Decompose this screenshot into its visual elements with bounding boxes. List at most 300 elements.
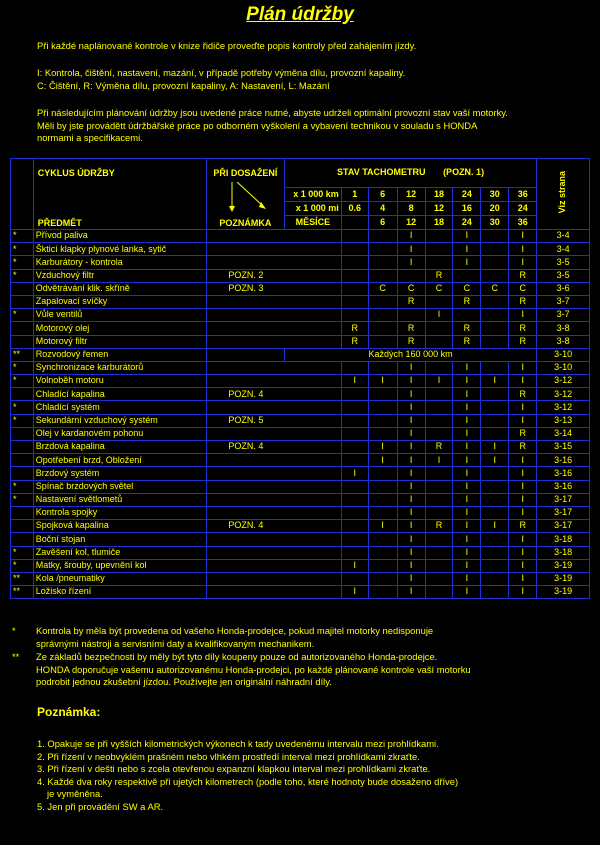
row-interval-cell <box>368 243 397 256</box>
row-interval-cell: I <box>453 388 481 401</box>
row-interval-cell <box>368 414 397 427</box>
row-page: 3-17 <box>537 506 590 519</box>
row-interval-cell <box>425 256 453 269</box>
row-interval-cell: I <box>481 441 509 454</box>
row-interval-cell: R <box>397 295 425 308</box>
row-note <box>207 506 285 519</box>
row-interval-cell <box>341 520 368 533</box>
row-page: 3-15 <box>537 441 590 454</box>
row-item: Přívod paliva <box>33 230 207 243</box>
row-interval-cell <box>481 467 509 480</box>
row-interval-cell: I <box>453 520 481 533</box>
table-row <box>11 546 590 559</box>
table-row <box>11 230 590 243</box>
row-note <box>207 322 285 335</box>
row-interval-cell <box>425 467 453 480</box>
row-page: 3-6 <box>537 282 590 295</box>
row-interval-cell: I <box>509 454 537 467</box>
row-page: 3-8 <box>537 335 590 348</box>
row-interval-cell <box>425 361 453 374</box>
row-interval-cell: I <box>397 401 425 414</box>
row-page: 3-12 <box>537 388 590 401</box>
table-row <box>11 361 590 374</box>
row-interval-cell <box>453 269 481 282</box>
table-row <box>11 493 590 506</box>
row-interval-cell: I <box>397 533 425 546</box>
row-interval-cell <box>368 322 397 335</box>
row-item: Boční stojan <box>33 533 207 546</box>
row-interval-cell: I <box>453 230 481 243</box>
row-spacer <box>284 586 341 599</box>
row-interval-cell <box>341 480 368 493</box>
row-note <box>207 546 285 559</box>
row-interval-cell: I <box>453 375 481 388</box>
row-note: POZN. 4 <box>207 388 285 401</box>
row-interval-cell: I <box>509 493 537 506</box>
header-mi-label: x 1 000 mi <box>284 201 341 215</box>
row-item: Nastavení světlometů <box>33 493 207 506</box>
row-interval-cell: I <box>509 243 537 256</box>
row-page: 3-16 <box>537 480 590 493</box>
row-interval-cell <box>453 309 481 322</box>
row-page: 3-17 <box>537 520 590 533</box>
row-mark <box>11 441 34 454</box>
row-interval-cell: I <box>453 243 481 256</box>
note-item: je vyměněna. <box>47 788 103 799</box>
arrow-icon <box>227 180 277 214</box>
row-interval-cell <box>368 559 397 572</box>
table-row <box>11 506 590 519</box>
footnote-double-star: ** Ze základů bezpečnosti by měly být tyto díly koupeny pouze od autorizovaného Honda-prodejce. HONDA doporučuje vašemu autorizovanému Honda-prodejci, po každé plánované kontrole vaší motorku podrobit jednou zkušební jízdou. Používejte jen originální náhradní díly. <box>12 651 471 687</box>
row-note <box>207 309 285 322</box>
row-interval-cell: R <box>341 322 368 335</box>
row-spacer <box>284 520 341 533</box>
row-interval-cell <box>368 388 397 401</box>
row-interval-cell <box>481 388 509 401</box>
row-page: 3-19 <box>537 586 590 599</box>
row-interval-cell <box>425 493 453 506</box>
row-interval-cell <box>368 506 397 519</box>
row-interval-cell: I <box>453 414 481 427</box>
row-note <box>207 335 285 348</box>
row-interval-cell <box>481 361 509 374</box>
row-interval-cell: I <box>397 467 425 480</box>
row-interval-cell <box>425 506 453 519</box>
table-row <box>11 441 590 454</box>
row-note <box>207 572 285 585</box>
maintenance-table <box>10 158 590 599</box>
row-interval-cell: I <box>425 309 453 322</box>
notes-list <box>37 738 458 813</box>
row-interval-cell <box>481 427 509 440</box>
row-mark <box>11 322 34 335</box>
row-interval-cell <box>368 427 397 440</box>
row-note <box>207 586 285 599</box>
row-note: POZN. 4 <box>207 441 285 454</box>
table-row <box>11 454 590 467</box>
row-interval-cell <box>341 243 368 256</box>
row-spacer <box>284 269 341 282</box>
row-interval-cell <box>425 335 453 348</box>
row-interval-cell: C <box>453 282 481 295</box>
row-page: 3-5 <box>537 256 590 269</box>
row-note <box>207 230 285 243</box>
row-spacer <box>284 454 341 467</box>
row-interval-cell: I <box>509 480 537 493</box>
row-interval-cell: R <box>509 269 537 282</box>
row-interval-cell: C <box>481 282 509 295</box>
row-interval-cell: I <box>509 546 537 559</box>
row-mark: * <box>11 243 34 256</box>
row-interval-cell: I <box>397 230 425 243</box>
row-interval-cell <box>481 269 509 282</box>
row-note <box>207 401 285 414</box>
row-interval-cell: I <box>453 454 481 467</box>
row-interval-cell <box>425 414 453 427</box>
row-interval-cell: I <box>453 427 481 440</box>
row-interval-cell <box>341 546 368 559</box>
row-spacer <box>284 295 341 308</box>
row-interval-cell: I <box>341 559 368 572</box>
row-interval-cell: I <box>341 467 368 480</box>
row-interval-cell <box>481 506 509 519</box>
row-item: Spínač brzdových světel <box>33 480 207 493</box>
row-interval-cell <box>341 269 368 282</box>
row-interval-cell <box>481 586 509 599</box>
table-row <box>11 480 590 493</box>
header-reach: PŘI DOSAŽENÍ <box>213 168 278 178</box>
row-interval-cell <box>425 295 453 308</box>
row-interval-cell: I <box>453 361 481 374</box>
row-spacer <box>284 546 341 559</box>
note-item: 2. Při řízení v neobvyklém prašném nebo vlhkém prostředí interval mezi prohlídkami zkraťte. <box>37 750 420 762</box>
row-interval-cell: I <box>368 375 397 388</box>
table-row <box>11 269 590 282</box>
row-interval-cell <box>368 493 397 506</box>
row-mark <box>11 506 34 519</box>
row-interval-cell: I <box>453 441 481 454</box>
table-row <box>11 348 590 361</box>
row-interval-cell: I <box>509 375 537 388</box>
row-item: Motorový filtr <box>33 335 207 348</box>
row-interval-cell <box>368 480 397 493</box>
row-interval-cell: I <box>425 454 453 467</box>
row-page: 3-19 <box>537 572 590 585</box>
table-row <box>11 401 590 414</box>
row-interval-cell <box>425 243 453 256</box>
row-item: Zavěšení kol, tlumiče <box>33 546 207 559</box>
row-page: 3-7 <box>537 309 590 322</box>
row-interval-cell: R <box>509 520 537 533</box>
row-page: 3-12 <box>537 401 590 414</box>
row-interval-cell: I <box>397 243 425 256</box>
row-interval-cell <box>481 493 509 506</box>
row-interval-cell: R <box>341 335 368 348</box>
table-row <box>11 520 590 533</box>
row-interval-cell <box>341 295 368 308</box>
row-mark <box>11 467 34 480</box>
row-page: 3-19 <box>537 559 590 572</box>
row-mark <box>11 388 34 401</box>
row-interval-cell <box>341 454 368 467</box>
table-row <box>11 586 590 599</box>
table-row <box>11 559 590 572</box>
row-item: Synchronizace karburátorů <box>33 361 207 374</box>
row-spacer <box>284 375 341 388</box>
row-spacer <box>284 388 341 401</box>
header-page: Viz strana <box>557 171 568 214</box>
row-mark: * <box>11 361 34 374</box>
row-mark: * <box>11 256 34 269</box>
row-interval-cell: I <box>509 361 537 374</box>
row-spacer <box>284 361 341 374</box>
row-page: 3-14 <box>537 427 590 440</box>
row-interval-cell <box>368 467 397 480</box>
row-interval-cell <box>425 572 453 585</box>
row-item: Motorový olej <box>33 322 207 335</box>
header-months-label: MĚSÍCE <box>284 215 341 229</box>
row-interval-cell: I <box>509 256 537 269</box>
header-km-label: x 1 000 km <box>284 187 341 201</box>
row-mark <box>11 295 34 308</box>
row-interval-cell <box>368 401 397 414</box>
row-page: 3-10 <box>537 348 590 361</box>
row-interval-cell: I <box>397 441 425 454</box>
row-item: Brzdová kapalina <box>33 441 207 454</box>
row-note <box>207 480 285 493</box>
row-interval-cell <box>368 361 397 374</box>
row-interval-cell: I <box>481 454 509 467</box>
row-item: Olej v kardanovém pohonu <box>33 427 207 440</box>
row-interval-cell <box>397 269 425 282</box>
row-item: Vzduchový filtr <box>33 269 207 282</box>
row-interval-cell: I <box>397 414 425 427</box>
row-mark <box>11 533 34 546</box>
table-row <box>11 414 590 427</box>
row-interval-cell <box>341 388 368 401</box>
table-row <box>11 467 590 480</box>
row-interval-cell: I <box>509 559 537 572</box>
row-interval-cell <box>481 322 509 335</box>
row-interval-cell <box>341 506 368 519</box>
row-interval-cell: I <box>368 520 397 533</box>
row-page: 3-18 <box>537 546 590 559</box>
row-mark: ** <box>11 572 34 585</box>
row-interval-cell: R <box>453 322 481 335</box>
row-page: 3-4 <box>537 230 590 243</box>
header-note: POZNÁMKA <box>219 217 272 228</box>
row-interval-cell: I <box>453 493 481 506</box>
row-interval-cell: I <box>509 572 537 585</box>
table-row <box>11 388 590 401</box>
row-interval-cell <box>368 546 397 559</box>
row-item: Brzdový systém <box>33 467 207 480</box>
row-interval-cell <box>481 335 509 348</box>
intro-line-3c: normami a specifikacemi. <box>37 132 143 143</box>
row-interval-cell <box>481 559 509 572</box>
row-mark: * <box>11 309 34 322</box>
row-interval-cell: I <box>453 256 481 269</box>
row-note <box>207 361 285 374</box>
row-interval-cell <box>341 401 368 414</box>
table-header: CYKLUS ÚDRŽBY PŘEDMĚT PŘI DOSAŽENÍ POZNÁMKA STAV TACHOMETRU (POZN. 1) Viz strana x 1 000 km 1 6 12 18 24 30 36 x 1 000 mi 0.6 4 8 12 16 20 24 MĚSÍCE 6 12 18 24 30 36 <box>11 159 590 230</box>
row-spacer <box>284 493 341 506</box>
row-interval-cell: R <box>425 269 453 282</box>
row-interval-cell <box>341 572 368 585</box>
row-interval-cell <box>481 309 509 322</box>
row-page: 3-17 <box>537 493 590 506</box>
row-spacer <box>284 572 341 585</box>
row-interval-cell <box>368 269 397 282</box>
row-interval-cell: I <box>397 520 425 533</box>
row-item: Vůle ventilů <box>33 309 207 322</box>
row-interval-cell: I <box>397 454 425 467</box>
row-note <box>207 243 285 256</box>
row-interval-cell: I <box>509 309 537 322</box>
legend-line-2: C: Čištění, R: Výměna dílu, provozní kapaliny, A: Nastavení, L: Mazání <box>37 79 330 91</box>
row-interval-cell <box>341 309 368 322</box>
row-spacer <box>284 427 341 440</box>
note-item: 3. Při řízení v dešti nebo s zcela otevřenou expanzní klapkou interval mezi prohlídkami zkraťte. <box>37 763 431 774</box>
row-page: 3-8 <box>537 322 590 335</box>
row-interval-cell: I <box>453 586 481 599</box>
row-interval-cell <box>341 493 368 506</box>
row-interval-cell <box>368 572 397 585</box>
row-interval-cell: I <box>397 586 425 599</box>
row-interval-cell <box>481 533 509 546</box>
row-mark: ** <box>11 586 34 599</box>
row-interval-cell <box>425 480 453 493</box>
row-note <box>207 427 285 440</box>
intro-line-3a: Při následujícím plánování údržby jsou uvedené práce nutné, abyste udrželi optimální provozní stav vaší motorky. <box>37 107 508 118</box>
table-body <box>11 230 590 599</box>
row-mark <box>11 427 34 440</box>
row-mark: * <box>11 269 34 282</box>
table-row <box>11 309 590 322</box>
row-note <box>207 348 285 361</box>
row-interval-cell <box>368 586 397 599</box>
row-interval-cell <box>341 256 368 269</box>
row-interval-cell <box>425 230 453 243</box>
notes-title: Poznámka: <box>37 705 101 719</box>
row-note <box>207 295 285 308</box>
row-interval-cell: C <box>425 282 453 295</box>
row-interval-cell: I <box>397 572 425 585</box>
row-interval-cell: I <box>509 230 537 243</box>
row-interval-cell <box>481 230 509 243</box>
row-note: POZN. 5 <box>207 414 285 427</box>
row-interval-cell: I <box>453 401 481 414</box>
row-page: 3-5 <box>537 269 590 282</box>
row-spacer <box>284 309 341 322</box>
row-note: POZN. 2 <box>207 269 285 282</box>
row-interval-cell: C <box>397 282 425 295</box>
row-interval-cell: I <box>509 467 537 480</box>
row-interval-cell <box>481 572 509 585</box>
page-title: Plán údržby <box>246 4 354 25</box>
row-interval-cell: C <box>509 282 537 295</box>
row-interval-cell: I <box>509 401 537 414</box>
row-interval-cell <box>368 533 397 546</box>
row-interval-cell <box>425 546 453 559</box>
row-interval-cell: C <box>368 282 397 295</box>
row-note <box>207 533 285 546</box>
row-mark <box>11 282 34 295</box>
row-interval-cell: I <box>453 480 481 493</box>
row-note <box>207 467 285 480</box>
row-interval-cell <box>481 401 509 414</box>
row-interval-cell <box>397 309 425 322</box>
row-interval-cell <box>341 414 368 427</box>
row-item: Spojková kapalina <box>33 520 207 533</box>
row-interval-cell: R <box>509 427 537 440</box>
table-row <box>11 295 590 308</box>
row-spacer <box>284 414 341 427</box>
row-interval-cell: I <box>453 506 481 519</box>
row-mark: ** <box>11 348 34 361</box>
row-interval-cell <box>341 282 368 295</box>
row-interval-cell <box>481 243 509 256</box>
row-item: Kola /pneumatiky <box>33 572 207 585</box>
row-interval-cell <box>425 586 453 599</box>
row-interval-cell <box>368 230 397 243</box>
note-item: 4. Každé dva roky respektivě při ujetých kilometrech (podle toho, které hodnoty bude dosaženo dříve) <box>37 775 459 787</box>
header-cycle: CYKLUS ÚDRŽBY <box>37 168 115 178</box>
row-interval-cell: I <box>397 256 425 269</box>
row-interval-cell <box>481 256 509 269</box>
row-item: Škticí klapky plynové lanka, sytič <box>33 243 207 256</box>
row-interval-cell: I <box>509 506 537 519</box>
row-item: Chladící kapalina <box>33 388 207 401</box>
row-item: Chladící systém <box>33 401 207 414</box>
row-interval-cell: I <box>453 533 481 546</box>
row-page: 3-16 <box>537 454 590 467</box>
row-interval-cell: I <box>509 533 537 546</box>
row-page: 3-13 <box>537 414 590 427</box>
row-spacer <box>284 533 341 546</box>
row-item: Karburátory - kontrola <box>33 256 207 269</box>
row-interval-cell: I <box>397 388 425 401</box>
row-spacer <box>284 467 341 480</box>
row-spacer <box>284 506 341 519</box>
row-mark: * <box>11 401 34 414</box>
row-note: POZN. 4 <box>207 520 285 533</box>
row-spacer <box>284 243 341 256</box>
row-interval-cell: R <box>425 441 453 454</box>
table-row <box>11 322 590 335</box>
row-page: 3-7 <box>537 295 590 308</box>
row-interval-cell: I <box>453 572 481 585</box>
row-interval-cell <box>425 401 453 414</box>
intro-line-3b: Měli by jste provádětt údržbářské práce po odborném vyškolení a vybavení technikou v souladu s HONDA <box>37 119 478 131</box>
row-item: Rozvodový řemen <box>33 348 207 361</box>
row-interval-cell: I <box>368 454 397 467</box>
table-row <box>11 533 590 546</box>
row-interval-cell <box>425 322 453 335</box>
row-interval-cell: I <box>341 586 368 599</box>
row-item: Kontrola spojky <box>33 506 207 519</box>
row-mark <box>11 520 34 533</box>
row-interval-cell: R <box>509 322 537 335</box>
row-page: 3-18 <box>537 533 590 546</box>
row-spacer <box>284 335 341 348</box>
table-row <box>11 375 590 388</box>
row-interval-cell <box>341 441 368 454</box>
note-item: 5. Jen při provádění SW a AR. <box>37 800 164 812</box>
table-row <box>11 572 590 585</box>
row-page: 3-16 <box>537 467 590 480</box>
footnote-star: * Kontrola by měla být provedena od vašeho Honda-prodejce, pokud majitel motorky nedisponuje správnými nástroji a servisními daty a kvalifikovaným mechanikem. <box>12 625 434 649</box>
